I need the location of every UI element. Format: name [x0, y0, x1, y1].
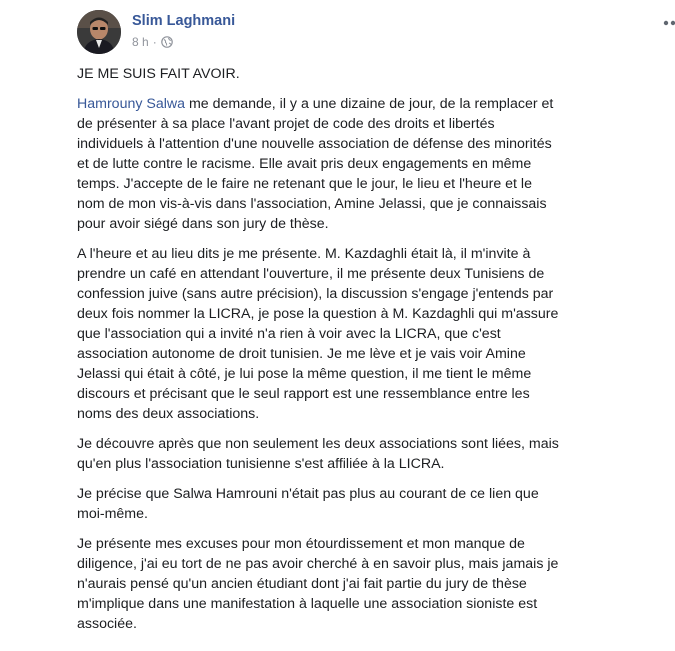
post-paragraph-1: JE ME SUIS FAIT AVOIR. — [77, 66, 240, 82]
meta-separator: · — [152, 35, 157, 49]
post-paragraph-4: Je découvre après que non seulement les deux associations sont liées, mais qu'en plus l'association tunisienne s'est affiliée à la LICRA. — [77, 436, 559, 472]
post-timestamp[interactable]: 8 h — [132, 35, 149, 49]
post-paragraph-6: Je présente mes excuses pour mon étourdissement et mon manque de diligence, j'ai eu tort de ne pas avoir cherché à en savoir plus, mais jamais je n'aurais pensé qu'un ancien étudiant dont j'ai fait partie du jury de thèse m'implique dans une manifestation à laquelle une association sioniste est associée. — [77, 536, 559, 632]
post-body — [77, 64, 622, 644]
author-name[interactable]: Slim Laghmani — [132, 13, 236, 29]
more-options-button[interactable] — [661, 15, 675, 31]
profile-photo-icon — [77, 10, 121, 54]
post-paragraph-2 — [77, 94, 622, 234]
more-options-icon — [661, 15, 675, 31]
mention-link[interactable]: Hamrouny Salwa — [77, 96, 186, 112]
author-avatar[interactable] — [77, 10, 121, 54]
post-paragraph-5: Je précise que Salwa Hamrouni n'était pas plus au courant de ce lien que moi-même. — [77, 486, 539, 522]
globe-icon[interactable] — [161, 36, 173, 48]
post-meta — [132, 35, 173, 49]
post-paragraph-3: A l'heure et au lieu dits je me présente. M. Kazdaghli était là, il m'invite à prendre un café en attendant l'ouverture, il me présente deux Tunisiens de confession juive (sans autre précision), la discussion s'engage j'entends par deux fois nommer la LICRA, je pose la question à M. Kazdaghli qui m'assure que l'association qui a invité n'a rien à voir avec la LICRA, que c'est association autonome de droit tunisien. Je me lève et je vais voir Amine Jelassi qui était à côté, je lui pose la même question, il me tient le même discours et précisant que le seul rapport est une ressemblance entre les noms des deux associations. — [77, 246, 559, 422]
post-header — [77, 10, 617, 56]
post-paragraph-2-text: me demande, il y a une dizaine de jour, de la remplacer et de présenter à sa place l'avant projet de code des droits et libertés individuels à l'attention d'une nouvelle association de défense des minorités et de lutte contre le racisme. Elle avait pris deux engagements en même temps. J'accepte de le faire ne retenant que le jour, le lieu et l'heure et le nom de mon vis-à-vis dans l'association, Amine Jelassi, que je connaissais pour avoir siégé dans son jury de thèse. — [77, 96, 554, 232]
